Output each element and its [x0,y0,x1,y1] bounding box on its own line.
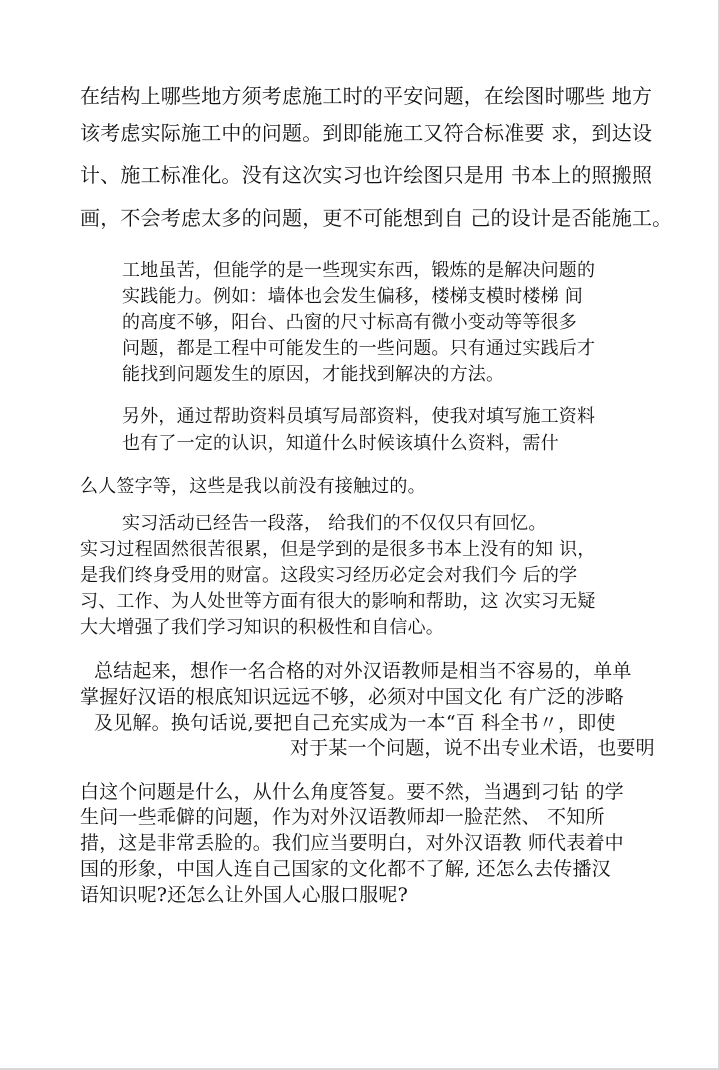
paragraph-7-line-5: 语知识呢?还怎么让外国人心服口服呢? [80,884,408,906]
paragraph-3-line-2: 也有了一定的认识，知道什么时候该填什么资料，需什 [122,433,559,454]
paragraph-3-line-1: 另外，通过帮助资料员填写局部资料，使我对填写施工资料 [122,406,596,427]
paragraph-4-line-1: 么人签字等，这些是我以前没有接触过的。 [80,476,426,497]
paragraph-6-line-3: 及见解。换句话说,要把自己充实成为一本“百 科全书〃，即使 [94,712,616,734]
paragraph-2-line-3: 的高度不够，阳台、凸窗的尺寸标高有微小变动等等很多 [122,312,577,333]
paragraph-5-line-4: 习、工作、为人处世等方面有很大的影响和帮助，这 次实习无疑 [80,591,596,612]
paragraph-1-line-1: 在结构上哪些地方须考虑施工时的平安问题，在绘图时哪些 地方 [80,84,653,108]
paragraph-2-line-1: 工地虽苦，但能学的是一些现实东西，锻炼的是解决问题的 [122,260,596,281]
paragraph-2-line-4: 问题，都是工程中可能发生的一些问题。只有通过实践后才 [122,338,596,359]
paragraph-2-line-2: 实践能力。例如：墙体也会发生偏移，楼梯支模时楼梯 间 [122,286,583,307]
paragraph-5-line-3: 是我们终身受用的财富。这段实习经历必定会对我们今 后的学 [80,565,578,586]
paragraph-2-line-5: 能找到问题发生的原因，才能找到解决的方法。 [122,364,505,385]
paragraph-5-line-1: 实习活动已经告一段落， 给我们的不仅仅只有回忆。 [122,513,547,534]
paragraph-1-line-3: 计、施工标准化。没有这次实习也许绘图只是用 书本上的照搬照 [80,163,653,187]
paragraph-1-line-2: 该考虑实际施工中的问题。到即能施工又符合标准要 求，到达设 [80,121,653,145]
paragraph-5-line-5: 大大增强了我们学习知识的积极性和自信心。 [80,617,444,638]
paragraph-5-line-2: 实习过程固然很苦很累，但是学到的是很多书本上没有的知 识， [80,539,596,560]
paragraph-7-line-2: 生问一些乖僻的问题，作为对外汉语教师却一脸茫然、 不知所 [80,806,605,828]
paragraph-7-line-1: 白这个问题是什么，从什么角度答复。要不然，当遇到刁钻 的学 [80,781,624,803]
paragraph-6-line-1: 总结起来，想作一名合格的对外汉语教师是相当不容易的，单单 [94,660,632,682]
paragraph-6-line-2: 掌握好汉语的根底知识远远不够，必须对中国文化 有广泛的涉略 [80,686,624,708]
paragraph-7-line-3: 措，这是非常丢脸的。我们应当要明白，对外汉语教 师代表着中 [80,832,624,854]
paragraph-7-line-4: 国的形象，中国人连自己国家的文化都不了解, 还怎么去传播汉 [80,858,611,880]
paragraph-6-line-4: 对于某一个问题，说不出专业术语，也要明 [290,737,655,759]
paragraph-1-line-4: 画，不会考虑太多的问题，更不可能想到自 己的设计是否能施工。 [80,206,673,230]
